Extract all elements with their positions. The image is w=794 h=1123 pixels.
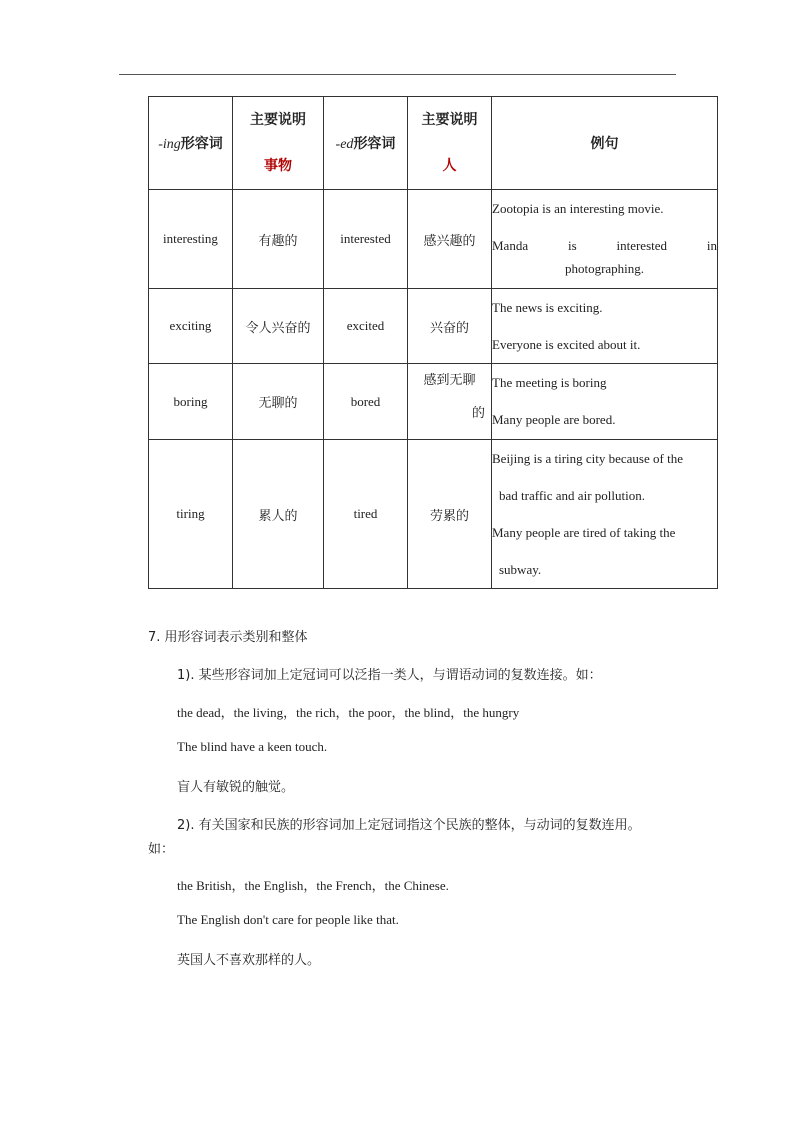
ed-meaning-line: 的 xyxy=(471,406,485,421)
ed-word: bored xyxy=(324,364,408,440)
ing-word: exciting xyxy=(149,289,233,364)
example-chinese-1: 盲人有敏锐的触觉。 xyxy=(177,780,295,795)
example-sentence: The meeting is boring xyxy=(492,375,607,390)
header-example: 例句 xyxy=(492,97,718,190)
ed-meaning xyxy=(408,364,492,440)
ed-word: tired xyxy=(324,440,408,589)
paragraph-1: 1). 某些形容词加上定冠词可以泛指一类人，与谓语动词的复数连接。如： xyxy=(177,668,602,683)
example-sentence-cont: subway. xyxy=(499,562,542,577)
adjective-table xyxy=(148,96,718,589)
example-cell xyxy=(492,364,718,440)
example-sentence: Beijing is a tiring city because of the xyxy=(492,451,683,466)
header-rule xyxy=(119,74,676,75)
ed-word: excited xyxy=(324,289,408,364)
example-list-1: the dead，the living，the rich，the poor，the blind，the hungry xyxy=(177,705,520,720)
paragraph-2: 2). 有关国家和民族的形容词加上定冠词指这个民族的整体，与动词的复数连用。 xyxy=(177,818,641,833)
example-chinese-2: 英国人不喜欢那样的人。 xyxy=(177,953,321,968)
table-row xyxy=(149,289,718,364)
example-sentence: The news is exciting. xyxy=(492,300,603,315)
example-sentence-cont: bad traffic and air pollution. xyxy=(499,488,645,503)
example-cell xyxy=(492,440,718,589)
example-sentence: Manda is interested in xyxy=(492,238,717,253)
example-sentence: Many people are bored. xyxy=(492,412,616,427)
table-row xyxy=(149,190,718,289)
table-row xyxy=(149,440,718,589)
example-cell xyxy=(492,289,718,364)
ing-word: interesting xyxy=(149,190,233,289)
ing-word: tiring xyxy=(149,440,233,589)
ed-meaning: 兴奋的 xyxy=(408,289,492,364)
example-cell xyxy=(492,190,718,289)
table-header-row xyxy=(149,97,718,190)
header-ing-adjective: -ing形容词 xyxy=(149,97,233,190)
ed-meaning: 感兴趣的 xyxy=(408,190,492,289)
example-sentence: Many people are tired of taking the xyxy=(492,525,676,540)
example-english-1: The blind have a keen touch. xyxy=(177,739,328,754)
table-row xyxy=(149,364,718,440)
header-ed-adjective: -ed形容词 xyxy=(324,97,408,190)
ed-meaning: 劳累的 xyxy=(408,440,492,589)
section-title: 7. 用形容词表示类别和整体 xyxy=(148,630,308,645)
example-sentence: Zootopia is an interesting movie. xyxy=(492,201,664,216)
ed-word: interested xyxy=(324,190,408,289)
header-things: 主要说明 事物 xyxy=(233,97,324,190)
ed-meaning-line: 感到无聊 xyxy=(423,373,476,388)
ing-word: boring xyxy=(149,364,233,440)
example-sentence: Everyone is excited about it. xyxy=(492,337,641,352)
paragraph-2-cont: 如： xyxy=(148,842,175,857)
example-list-2: the British，the English，the French，the Chinese. xyxy=(177,878,449,893)
ing-meaning: 无聊的 xyxy=(233,364,324,440)
example-english-2: The English don't care for people like that. xyxy=(177,912,399,927)
header-people: 主要说明 人 xyxy=(408,97,492,190)
ing-meaning: 令人兴奋的 xyxy=(233,289,324,364)
ing-meaning: 有趣的 xyxy=(233,190,324,289)
ing-meaning: 累人的 xyxy=(233,440,324,589)
example-sentence-cont: photographing. xyxy=(564,261,645,276)
